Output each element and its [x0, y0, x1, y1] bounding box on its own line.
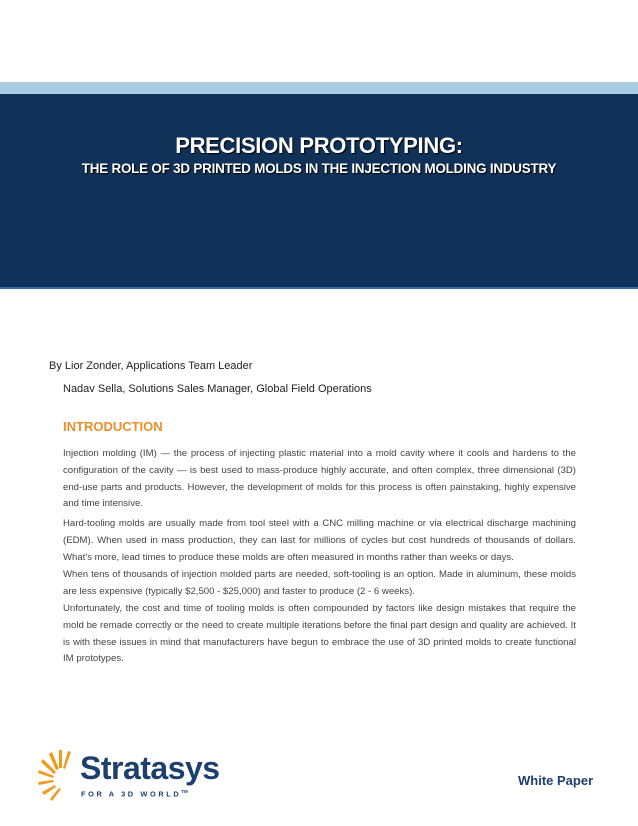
- header-accent-stripe: [0, 82, 638, 94]
- title-banner: [0, 94, 638, 289]
- document-subtitle: THE ROLE OF 3D PRINTED MOLDS IN THE INJECTION MOLDING INDUSTRY: [81, 161, 557, 176]
- sunburst-icon: [38, 745, 80, 803]
- document-title: PRECISION PROTOTYPING:: [175, 133, 463, 158]
- section-heading-introduction: INTRODUCTION: [63, 419, 163, 434]
- intro-paragraph-3: When tens of thousands of injection molded parts are needed, soft-tooling is an option. Made in aluminum, these molds are less expensive (typically $2,500 - $25,000) and faster to produce (2 - 6 weeks).: [63, 569, 576, 597]
- logo-wordmark: Stratasys: [80, 750, 220, 786]
- logo-trademark: TM: [181, 789, 188, 794]
- intro-paragraph-4: Unfortunately, the cost and time of tooling molds is often compounded by factors like design mistakes that require the mold be remade correctly or the need to create multiple iterations before the final part design and quality are achieved. It is with these issues in mind that manufacturers have begun to embrace the use of 3D printed molds to create functional IM prototypes.: [63, 603, 576, 665]
- logo-tagline: [81, 789, 188, 798]
- intro-paragraph-2: Hard-tooling molds are usually made from tool steel with a CNC milling machine or via electrical discharge machining (EDM). When used in mass production, they can last for millions of cycles but cost hundreds of thousands of dollars. What's more, lead times to produce these molds are often measured in months rather than weeks or days.: [63, 518, 576, 563]
- document-type-label: White Paper: [518, 773, 594, 788]
- author-line-2: Nadav Sella, Solutions Sales Manager, Global Field Operations: [63, 383, 372, 395]
- logo-tagline-text: FOR A 3D WORLD: [81, 789, 182, 799]
- intro-paragraph-1: Injection molding (IM) — the process of injecting plastic material into a mold cavity where it cools and hardens to the configuration of the cavity — is best used to mass-produce highly accurate, and often complex, three dimensional (3D) end-use parts and products. However, the development of molds for this process is often painstaking, highly expensive and time intensive.: [63, 448, 576, 510]
- stratasys-logo: [38, 745, 258, 807]
- author-line-1: By Lior Zonder, Applications Team Leader: [49, 360, 253, 372]
